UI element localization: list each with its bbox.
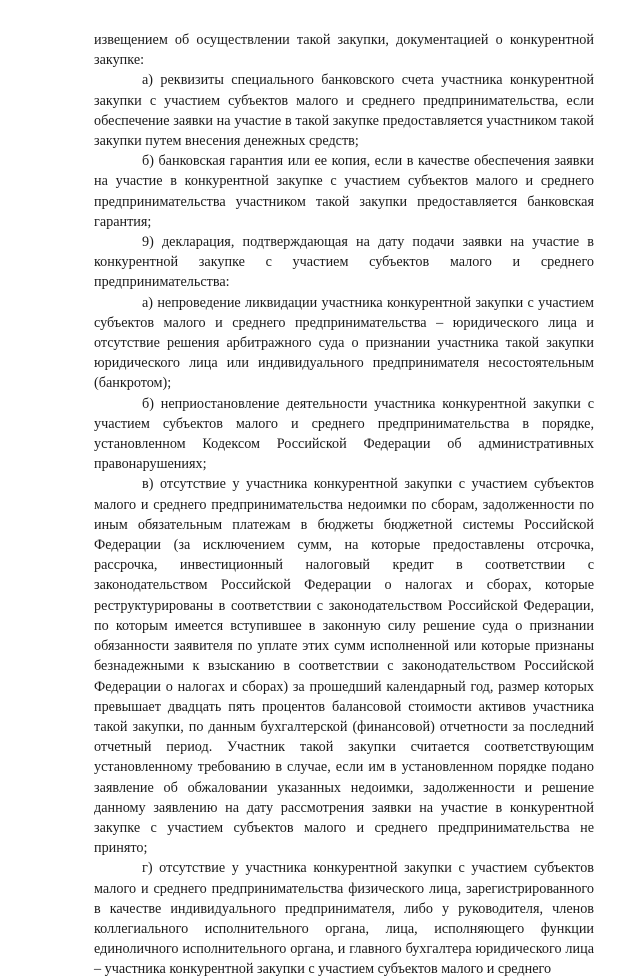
paragraph-continuation: извещением об осуществлении такой закупки, документацией о конкурентной закупке: — [94, 32, 594, 69]
paragraph-item-g-no-criminal-record: г) отсутствие у участника конкурентной закупки с участием субъектов малого и среднего предпринимательства физического лица, зарегистрированного в качестве индивидуального предпринимателя, либо у руководителя, членов коллегиального исполнительного органа, лица, исполняющего функции единоличного исполнительного органа, и главного бухгалтера юридического лица – участника конкурентной закупки с участием субъектов малого и среднего — [94, 860, 594, 978]
paragraph-item-b-no-suspension: б) неприостановление деятельности участника конкурентной закупки с участием субъектов малого и среднего предпринимательства в порядке, установленном Кодексом Российской Федерации об административных правонарушениях; — [94, 395, 594, 473]
paragraph-item-9-declaration: 9) декларация, подтверждающая на дату подачи заявки на участие в конкурентной закупке с участием субъектов малого и среднего предпринимательства: — [94, 234, 594, 291]
paragraph-item-a-bank-account: а) реквизиты специального банковского счета участника конкурентной закупки с участием субъектов малого и среднего предпринимательства, если обеспечение заявки на участие в такой закупке предоставляется участником такой закупки путем внесения денежных средств; — [94, 72, 594, 150]
paragraph-item-b-bank-guarantee: б) банковская гарантия или ее копия, если в качестве обеспечения заявки на участие в конкурентной закупке с участием субъектов малого и среднего предпринимательства участником такой закупки предоставляется банковская гарантия; — [94, 153, 594, 230]
paragraph-item-v-no-arrears: в) отсутствие у участника конкурентной закупки с участием субъектов малого и среднего предпринимательства недоимки по сборам, задолженности по иным обязательным платежам в бюджеты бюджетной системы Российской Федерации (за исключением сумм, на которые предоставлены отсрочка, рассрочка, инвестиционный налоговый кредит в соответствии с законодательством Российской Федерации о налогах и сборах, которые реструктурированы в соответствии с законодательством Российской Федерации, по которым имеется вступившее в законную силу решение суда о признании обязанности заявителя по уплате этих сумм исполненной или которые признаны безнадежными к взысканию в соответствии с законодательством Российской Федерации о налогах и сборах) за прошедший календарный год, размер которых превышает двадцать пять процентов балансовой стоимости активов участника такой закупки, по данным бухгалтерской (финансовой) отчетности за последний отчетный период. Участник такой закупки считается соответствующим установленному требованию в случае, если им в установленном порядке подано заявление об обжаловании указанных недоимки, задолженности и решение данному заявлению на дату рассмотрения заявки на участие в конкурентной закупке с участием субъектов малого и среднего предпринимательства не принято; — [94, 476, 594, 857]
paragraph-item-a-no-liquidation: а) непроведение ликвидации участника конкурентной закупки с участием субъектов малого и среднего предпринимательства – юридического лица и отсутствие решения арбитражного суда о признании участника такой закупки юридического лица или индивидуального предпринимателя несостоятельным (банкротом); — [94, 294, 594, 392]
